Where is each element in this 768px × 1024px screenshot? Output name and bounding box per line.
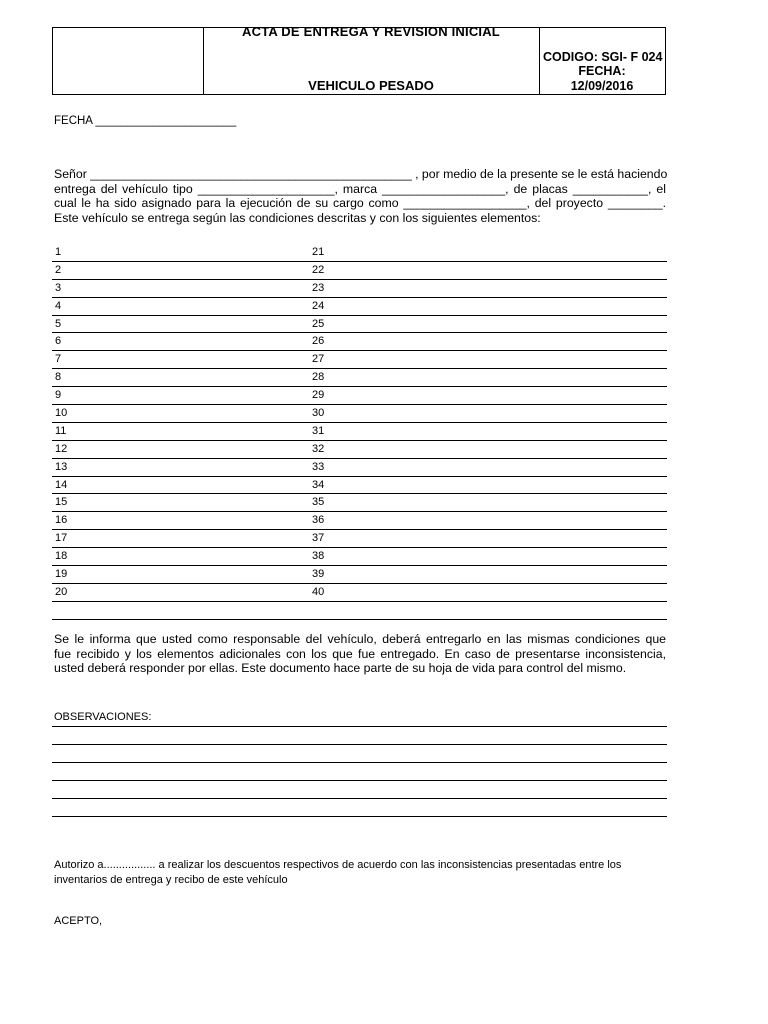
item-row[interactable]: [52, 298, 667, 316]
item-row[interactable]: [52, 423, 667, 441]
autorizo-line: Autorizo a................. a realizar los descuentos respectivos de acuerdo con las inconsistencias presentadas entre los: [54, 859, 622, 871]
item-number: 23: [312, 281, 325, 294]
fecha-field[interactable]: FECHA ______________________: [54, 115, 237, 127]
intro-paragraph: [54, 167, 666, 225]
item-row[interactable]: [52, 584, 667, 602]
item-number: 2: [55, 263, 62, 276]
divider: [52, 619, 667, 620]
item-number: 7: [55, 353, 62, 366]
document-title: ACTA DE ENTREGA Y REVISION INICIAL: [242, 24, 500, 39]
document-subtitle: VEHICULO PESADO: [308, 78, 434, 93]
code-cell: [539, 28, 665, 94]
date-label: FECHA:: [578, 64, 626, 78]
item-number: 34: [312, 478, 325, 491]
item-number: 32: [312, 442, 325, 455]
observaciones-line[interactable]: [52, 726, 667, 727]
item-row[interactable]: [52, 316, 667, 334]
date-value: 12/09/2016: [570, 79, 634, 93]
item-number: 5: [55, 317, 62, 330]
item-number: 30: [312, 407, 325, 420]
item-number: 37: [312, 532, 325, 545]
item-number: 35: [312, 496, 325, 509]
item-row[interactable]: [52, 548, 667, 566]
item-row[interactable]: [52, 441, 667, 459]
item-row[interactable]: [52, 477, 667, 495]
observaciones-label: OBSERVACIONES:: [54, 711, 152, 723]
autorizo-line: inventarios de entrega y recibo de este vehículo: [54, 874, 288, 886]
observaciones-line[interactable]: [52, 816, 667, 817]
document-code: CODIGO: SGI- F 024: [543, 50, 663, 64]
item-number: 19: [55, 568, 68, 581]
item-row[interactable]: [52, 459, 667, 477]
item-number: 8: [55, 371, 62, 384]
item-number: 13: [55, 460, 68, 473]
item-number: 4: [55, 299, 62, 312]
item-row[interactable]: [52, 262, 667, 280]
item-row[interactable]: [52, 405, 667, 423]
item-number: 24: [312, 299, 325, 312]
item-row[interactable]: [52, 369, 667, 387]
item-row[interactable]: [52, 244, 667, 262]
item-number: 33: [312, 460, 325, 473]
observaciones-line[interactable]: [52, 780, 667, 781]
item-number: 39: [312, 568, 325, 581]
item-number: 17: [55, 532, 68, 545]
intro-line: Este vehículo se entrega según las condiciones descritas y con los siguientes elementos:: [54, 210, 541, 225]
item-number: 36: [312, 514, 325, 527]
intro-line: Señor _______________________________________________ , por medio de la presente se le está haciendo: [54, 167, 668, 181]
item-row[interactable]: [52, 530, 667, 548]
intro-line: cual le ha sido asignado para la ejecución de su cargo como __________________, del proyecto ________.: [54, 196, 666, 210]
item-number: 9: [55, 389, 62, 402]
item-number: 3: [55, 281, 62, 294]
item-number: 20: [55, 585, 68, 598]
item-number: 18: [55, 550, 68, 563]
items-list: [52, 244, 667, 602]
intro-line: entrega del vehículo tipo ____________________, marca __________________, de placas ___________, el: [54, 181, 666, 196]
item-row[interactable]: [52, 333, 667, 351]
item-row[interactable]: [52, 387, 667, 405]
item-row[interactable]: [52, 280, 667, 298]
item-row[interactable]: [52, 494, 667, 512]
notice-line: Se le informa que usted como responsable del vehículo, deberá entregarlo en las mismas condiciones que: [54, 632, 666, 646]
document-header: [52, 24, 666, 95]
acepto-label: ACEPTO,: [54, 915, 103, 927]
item-number: 38: [312, 550, 325, 563]
item-row[interactable]: [52, 351, 667, 369]
item-number: 21: [312, 246, 325, 258]
observaciones-line[interactable]: [52, 762, 667, 763]
item-number: 16: [55, 514, 68, 527]
title-cell: [203, 24, 540, 94]
item-number: 6: [55, 335, 62, 348]
item-number: 12: [55, 442, 68, 455]
item-row[interactable]: [52, 566, 667, 584]
item-number: 11: [55, 424, 67, 437]
item-row[interactable]: [52, 512, 667, 530]
item-number: 10: [55, 407, 68, 420]
item-number: 25: [312, 317, 325, 330]
observaciones-line[interactable]: [52, 798, 667, 799]
item-number: 28: [312, 371, 325, 384]
item-number: 26: [312, 335, 325, 348]
autorizo-paragraph: [54, 858, 621, 888]
observaciones-line[interactable]: [52, 744, 667, 745]
notice-line: fue recibido y los elementos adicionales con los que fue entregado. En caso de presentarse inconsistencia,: [54, 646, 666, 661]
item-number: 14: [55, 478, 68, 491]
item-number: 15: [55, 496, 68, 509]
item-number: 29: [312, 389, 325, 402]
logo-cell: [53, 28, 204, 94]
item-number: 22: [312, 263, 325, 276]
item-number: 40: [312, 585, 325, 598]
notice-line: usted deberá responder por ellas. Este documento hace parte de su hoja de vida para control del mismo.: [54, 661, 627, 675]
notice-paragraph: [54, 632, 666, 676]
item-number: 27: [312, 353, 325, 366]
item-number: 31: [312, 424, 325, 437]
item-number: 1: [55, 246, 62, 258]
